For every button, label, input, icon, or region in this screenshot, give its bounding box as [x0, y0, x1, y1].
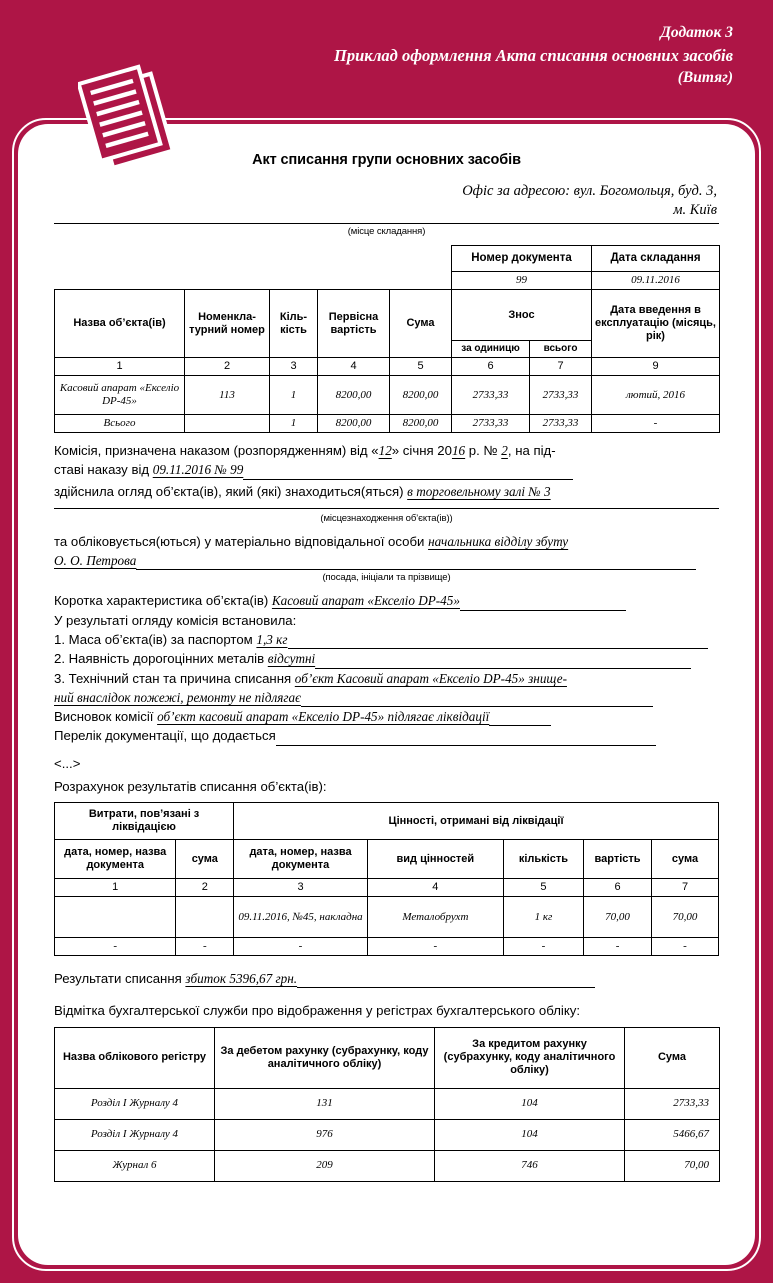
- location-caption: (місцезнаходження об’єкта(ів)): [320, 512, 453, 524]
- col-header-nomenclature: Номенкла-турний номер: [185, 290, 270, 358]
- cell-sum-1: 2733,33: [625, 1088, 720, 1119]
- address-line-2: м. Київ: [673, 202, 717, 219]
- table-header-row: [55, 1027, 720, 1088]
- order-basis-paragraph: [54, 460, 719, 479]
- col-header-value-qty: кількість: [503, 840, 583, 879]
- cell-total-wear-total: 2733,33: [530, 415, 592, 433]
- p1-text-a: Комісія, призначена наказом (розпорядженням) від «: [54, 443, 379, 459]
- group-header-costs: Витрати, пов’язані з ліквідацією: [55, 803, 234, 840]
- header-subtitle: Приклад оформлення Акта списання основних засобів: [334, 46, 733, 65]
- cell-value-doc-empty: -: [234, 938, 368, 956]
- p4-text-a: та обліковується(ються) у матеріально відповідальної особи: [54, 533, 429, 549]
- p1-text-c: р. №: [465, 443, 502, 459]
- col-num-1: 1: [55, 358, 185, 376]
- p12-conclusion-fill: об’єкт касовий апарат «Екселіо DP-45» підлягає ліквідації: [157, 709, 490, 725]
- cell-credit-3: 746: [435, 1150, 625, 1181]
- location-rule: [54, 507, 719, 509]
- col-header-value-kind: вид цінностей: [367, 840, 503, 879]
- technical-condition-continued: [54, 688, 719, 707]
- col-header-register: Назва облікового регістру: [55, 1027, 215, 1088]
- col-num-9: 9: [592, 358, 720, 376]
- person-caption: (посада, ініціали та прізвище): [322, 572, 451, 584]
- cell-cost-doc: [55, 897, 176, 938]
- p2-text-a: ставі наказу від: [54, 462, 153, 478]
- p1-order-number: 2: [501, 443, 508, 459]
- cell-register-1: Розділ I Журналу 4: [55, 1088, 215, 1119]
- cell-asset-name: Касовий апарат «Екселіо DP-45»: [55, 376, 185, 415]
- col-header-value-price: вартість: [584, 840, 652, 879]
- p1-year-value: 16: [451, 443, 466, 459]
- liquidation-results-table: [54, 802, 719, 956]
- p8-text-a: 1. Маса об’єкта(ів) за паспортом: [54, 631, 257, 647]
- table-header-row: [55, 803, 719, 840]
- place-of-compilation-block: [54, 182, 719, 237]
- p13-blank-line: [276, 732, 656, 746]
- accounting-registers-table: [54, 1027, 720, 1182]
- cell-value-doc: 09.11.2016, №45, накладна: [234, 897, 368, 938]
- cell-quantity: 1: [270, 376, 318, 415]
- cell-register-2: Розділ I Журналу 4: [55, 1119, 215, 1150]
- t2-col-num-7: 7: [652, 879, 719, 897]
- p6-description-fill: Касовий апарат «Екселіо DP-45»: [271, 593, 460, 609]
- t2-col-num-1: 1: [55, 879, 176, 897]
- col-num-2: 2: [185, 358, 270, 376]
- col-header-name: Назва об’єкта(ів): [55, 290, 185, 358]
- mass-paragraph: [54, 630, 719, 649]
- column-number-row: [55, 879, 719, 897]
- p9-metals-fill: відсутні: [267, 651, 316, 667]
- t2-col-num-6: 6: [584, 879, 652, 897]
- inspection-result-heading: У результаті огляду комісія встановила:: [54, 612, 297, 628]
- cell-total-sum: 8200,00: [390, 415, 452, 433]
- cell-value-price-empty: -: [584, 938, 652, 956]
- accounting-note-heading: Відмітка бухгалтерської служби про відображення у регістрах бухгалтерського обліку:: [54, 1003, 581, 1019]
- cell-credit-1: 104: [435, 1088, 625, 1119]
- p11-condition-fill: ний внаслідок пожежі, ремонту не підлягає: [54, 689, 301, 705]
- cell-total-initial-cost: 8200,00: [318, 415, 390, 433]
- p3-location-fill: в торговельному залі № 3: [407, 483, 551, 499]
- p2-blank-line: [243, 466, 573, 480]
- address-caption: (місце складання): [347, 225, 426, 237]
- p8-mass-fill: 1,3 кг: [256, 631, 288, 647]
- cell-value-qty: 1 кг: [503, 897, 583, 938]
- cell-sum-2: 5466,67: [625, 1119, 720, 1150]
- p13-text: Перелік документації, що додається: [54, 728, 276, 744]
- table-row: [55, 1088, 720, 1119]
- col-header-wear: Знос: [452, 290, 592, 341]
- cell-wear-total: 2733,33: [530, 376, 592, 415]
- t2-col-num-4: 4: [367, 879, 503, 897]
- short-description-paragraph: [54, 591, 719, 610]
- appendix-label: Додаток 3: [660, 24, 733, 41]
- table-row: [55, 938, 719, 956]
- col-header-sum: Сума: [625, 1027, 720, 1088]
- table-subheader-row: [55, 840, 719, 879]
- p10-text-a: 3. Технічний стан та причина списання: [54, 670, 295, 686]
- cell-value-price: 70,00: [584, 897, 652, 938]
- p6-blank-line: [460, 597, 626, 611]
- documentation-list-paragraph: [54, 726, 719, 745]
- cell-value-sum: 70,00: [652, 897, 719, 938]
- p12-text-a: Висновок комісії: [54, 709, 158, 725]
- cell-total-quantity: 1: [270, 415, 318, 433]
- technical-condition-paragraph: [54, 669, 719, 688]
- p1-text-b: » січня 20: [391, 443, 452, 459]
- col-header-wear-per-unit: за одиницю: [452, 341, 530, 358]
- table-row: [55, 245, 720, 272]
- col-header-quantity: Кіль-кість: [270, 290, 318, 358]
- table-row: [55, 376, 720, 415]
- cell-total-wear-unit: 2733,33: [452, 415, 530, 433]
- col-header-sum: Сума: [390, 290, 452, 358]
- p9-text-a: 2. Наявність дорогоцінних металів: [54, 651, 268, 667]
- p2-order-fill: 09.11.2016 № 99: [152, 462, 244, 478]
- result-blank-line: [297, 974, 595, 988]
- p8-blank-line: [288, 635, 708, 649]
- doc-date-value: 09.11.2016: [592, 272, 720, 290]
- responsible-person-paragraph: [54, 532, 719, 551]
- cell-value-qty-empty: -: [503, 938, 583, 956]
- cell-sum: 8200,00: [390, 376, 452, 415]
- result-text-a: Результати списання: [54, 971, 186, 987]
- cell-debit-2: 976: [215, 1119, 435, 1150]
- p11-blank-line: [301, 693, 653, 707]
- col-header-initial-cost: Первісна вартість: [318, 290, 390, 358]
- cell-commission-date: лютий, 2016: [592, 376, 720, 415]
- t2-col-num-3: 3: [234, 879, 368, 897]
- col-header-credit: За кредитом рахунку (субрахунку, коду аналітичного обліку): [435, 1027, 625, 1088]
- column-number-row: [55, 358, 720, 376]
- fixed-assets-table: [54, 245, 720, 433]
- doc-number-value: 99: [452, 272, 592, 290]
- cell-debit-3: 209: [215, 1150, 435, 1181]
- p5-blank-line: [136, 556, 696, 570]
- document-page: [18, 124, 755, 1265]
- table-row: [55, 1119, 720, 1150]
- col-num-6: 6: [452, 358, 530, 376]
- address-rule: [54, 222, 719, 224]
- table-total-row: [55, 415, 720, 433]
- cell-debit-1: 131: [215, 1088, 435, 1119]
- cell-initial-cost: 8200,00: [318, 376, 390, 415]
- doc-number-header: Номер документа: [452, 245, 592, 272]
- col-header-value-sum: сума: [652, 840, 719, 879]
- commission-paragraph: [54, 441, 719, 460]
- cell-cost-sum-empty: -: [176, 938, 234, 956]
- col-header-commission-date: Дата введення в експлуатацію (місяць, рік): [592, 290, 720, 358]
- cell-sum-3: 70,00: [625, 1150, 720, 1181]
- group-header-values: Цінності, отримані від ліквідації: [234, 803, 719, 840]
- precious-metals-paragraph: [54, 649, 719, 668]
- col-header-value-doc: дата, номер, назва документа: [234, 840, 368, 879]
- t2-col-num-2: 2: [176, 879, 234, 897]
- inspection-paragraph: [54, 482, 719, 501]
- col-num-5: 5: [390, 358, 452, 376]
- address-line-1: Офіс за адресою: вул. Богомольця, буд. 3,: [462, 183, 717, 199]
- result-value-fill: збиток 5396,67 грн.: [185, 971, 298, 987]
- p1-text-d: , на під-: [507, 443, 556, 459]
- doc-date-header: Дата складання: [592, 245, 720, 272]
- col-header-wear-total: всього: [530, 341, 592, 358]
- cell-nomenclature: 113: [185, 376, 270, 415]
- col-header-cost-doc: дата, номер, назва документа: [55, 840, 176, 879]
- header-note: (Витяг): [677, 69, 733, 87]
- p1-day-value: 12: [378, 443, 392, 459]
- p4-position-fill: начальника відділу збуту: [428, 533, 569, 549]
- p9-blank-line: [315, 655, 691, 669]
- col-num-3: 3: [270, 358, 318, 376]
- cell-total-nomenclature: [185, 415, 270, 433]
- t2-col-num-5: 5: [503, 879, 583, 897]
- p5-person-fill: О. О. Петрова: [54, 553, 137, 569]
- cell-total-label: Всього: [55, 415, 185, 433]
- cell-value-kind: Металобрухт: [367, 897, 503, 938]
- cell-cost-doc-empty: -: [55, 938, 176, 956]
- p3-text-a: здійснила огляд об’єкта(ів), який (які) знаходиться(яться): [54, 483, 408, 499]
- col-header-debit: За дебетом рахунку (субрахунку, коду аналітичного обліку): [215, 1027, 435, 1088]
- cell-wear-unit: 2733,33: [452, 376, 530, 415]
- table-row: [55, 897, 719, 938]
- page-title: Акт списання групи основних засобів: [252, 152, 521, 168]
- writeoff-result-paragraph: [54, 969, 719, 988]
- cell-credit-2: 104: [435, 1119, 625, 1150]
- cell-value-sum-empty: -: [652, 938, 719, 956]
- responsible-person-name-line: [54, 551, 719, 570]
- p12-blank-line: [489, 712, 551, 726]
- table-header-row: [55, 290, 720, 341]
- p10-condition-fill: об’єкт Касовий апарат «Екселіо DP-45» знище-: [294, 670, 567, 686]
- table-row: [55, 1150, 720, 1181]
- cell-value-kind-empty: -: [367, 938, 503, 956]
- documents-stack-icon: [78, 62, 190, 172]
- table-row: [55, 272, 720, 290]
- commission-conclusion-paragraph: [54, 707, 719, 726]
- cell-total-commission-date: -: [592, 415, 720, 433]
- col-num-7: 7: [530, 358, 592, 376]
- ellipsis-marker: <...>: [54, 755, 81, 771]
- col-header-cost-sum: сума: [176, 840, 234, 879]
- cell-cost-sum: [176, 897, 234, 938]
- p6-text-a: Коротка характеристика об’єкта(ів): [54, 593, 272, 609]
- cell-register-3: Журнал 6: [55, 1150, 215, 1181]
- calculation-heading: Розрахунок результатів списання об’єкта(ів):: [54, 778, 327, 794]
- col-num-4: 4: [318, 358, 390, 376]
